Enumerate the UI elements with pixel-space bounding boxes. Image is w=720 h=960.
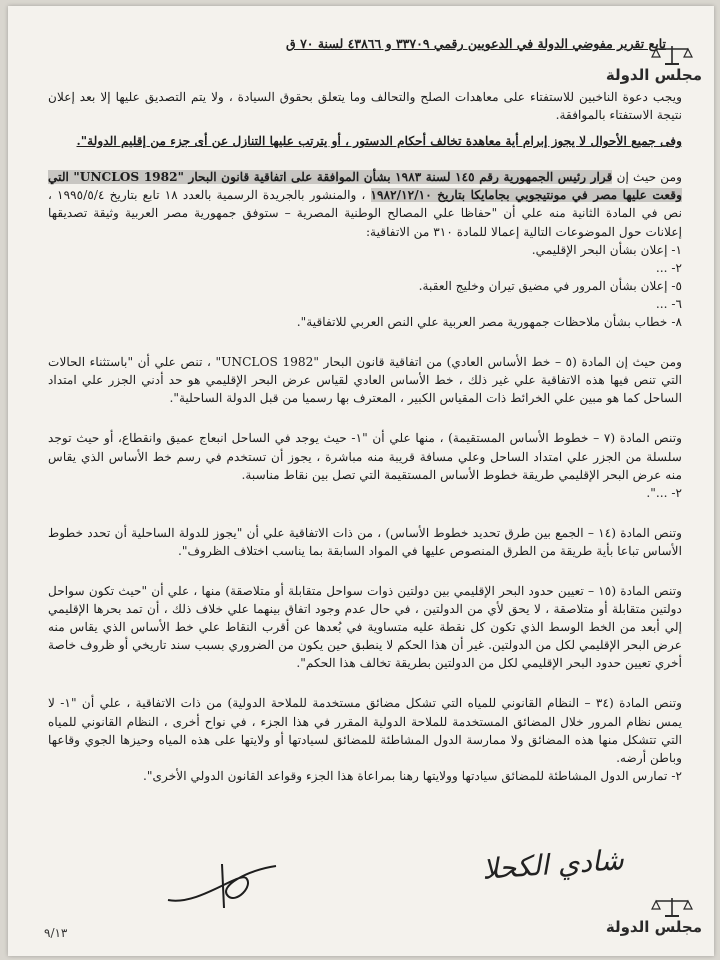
paragraph-decree-rest: ، والمنشور بالجريدة الرسمية بالعدد ١٨ تابع بتاريخ ١٩٩٥/٥/٤ ، نص في المادة الثانية منه علي أن "حفاظا علي المصالح الوطنية المصرية – ستوفق جمهورية مصر العربية وثيقة تصديقها إعلانات حول الموضوعات التالية إعمالا للمادة ٣١٠ من الاتفاقية: [48,188,682,239]
paragraph-constitution-text: وفى جميع الأحوال لا يجوز إبرام أية معاهدة تخالف أحكام الدستور ، أو يترتب عليها التنازل عن أى جزء من إقليم الدولة". [76,134,682,149]
paragraph-article-5: ومن حيث إن المادة (٥ – خط الأساس العادي) من اتفاقية قانون البحار "UNCLOS 1982" ، تنص علي أن "باستثناء الحالات التي تنص فيها هذه الاتفاقية علي غير ذلك ، خط الأساس العادي لقياس عرض البحر الإقليمي هو حد أدني الجزر علي امتداد الساحل كما هو مبين علي الخرائط ذات المقياس الكبير ، المعترف بها رسميا من قبل الدولة الساحلية". [48,355,682,406]
signature-right [481,843,625,886]
signature-name: شادي الكحلا [481,843,625,886]
paragraph-constitution [48,132,682,150]
document-page [8,6,714,956]
scales-icon [650,896,694,918]
paragraph-article-34: وتنص المادة (٣٤ – النظام القانوني للمياه التي تشكل مضائق مستخدمة للملاحة الدولية) من ذات الاتفاقية ، علي أن "١- لا يمس نظام المرور خلال المضائق المستخدمة للملاحة الدولية المقرر في هذا الجزء ، في نواح أخرى ، النظام القانوني للمياه التي تتشكل منها هذه المضائق ولا ممارسة الدول المشاطئة للمضائق لسيادتها أو ولايتها على هذه المياه وحيزها الجوي وقاعها وباطن أرضه. [48,696,682,765]
paragraph-article-34-end: ٢- تمارس الدول المشاطئة للمضائق سيادتها وولايتها رهنا بمراعاة هذا الجزء وقواعد القانون الدولي الأخرى". [142,768,682,783]
council-logo-bottom [605,896,702,936]
paragraph-article-7: وتنص المادة (٧ – خطوط الأساس المستقيمة) ، منها علي أن "١- حيث يوجد في الساحل انبعاج عميق وانقطاع، أو حيث توجد سلسلة من الجزر علي امتداد الساحل وعلي مسافة قريبة منه مباشرة ، يجوز أن تستخدم في رسم خط الأساس الذي يقاس منه عرض البحر الإقليمي طريقة خطوط الأساس المستقيمة التي تصل بين نقاط مناسبة. [48,431,682,482]
paragraph-decree-intro: ومن حيث إن [612,170,682,185]
signature-scribble-icon [158,856,288,916]
paragraph-article-7-end: ٢- ...". [646,485,682,500]
list-item: ٥- إعلان بشأن المرور في مضيق تيران وخليج العقبة. [418,278,682,293]
page-number: ٩/١٣ [44,926,68,940]
list-item: ٨- خطاب بشأن ملاحظات جمهورية مصر العربية علي النص العربي للاتفاقية". [296,315,682,330]
list-item: ٦- ... [655,296,682,311]
logo-text: مجلس الدولة [605,918,702,936]
decree-highlight: قرار رئيس الجمهورية رقم ١٤٥ لسنة ١٩٨٣ بشأن الموافقة على اتفاقية قانون البحار "UNCLOS 1982" التي وقعت عليها مصر في مونتيجوبي بجامايكا بتاريخ ١٩٨٢/١٢/١٠ [48,170,682,203]
list-item: ١- إعلان بشأن البحر الإقليمي. [531,242,682,257]
report-header: تابع تقرير مفوضي الدولة في الدعويين رقمي ٣٣٧٠٩ و ٤٣٨٦٦ لسنة ٧٠ ق [286,36,666,51]
council-logo-top [605,44,702,84]
scales-icon [650,44,694,66]
document-body [48,88,682,785]
list-item: ٢- ... [655,260,682,275]
paragraph-referendum: ويجب دعوة الناخبين للاستفتاء على معاهدات الصلح والتحالف وما يتعلق بحقوق السيادة ، ولا يتم التصديق عليها إلا بعد إعلان نتيجة الاستفتاء بالموافقة. [48,90,682,123]
signature-left [158,856,288,920]
paragraph-article-15: وتنص المادة (١٥ – تعيين حدود البحر الإقليمي بين دولتين ذوات سواحل متقابلة أو متلاصقة) منها ، علي أن "حيث تكون سواحل دولتين متقابلة أو متلاصقة ، لا يحق لأي من الدولتين ، في حال عدم وجود اتفاق بينهما علي خلاف ذلك ، أن تمد بحرها الإقليمي إلي أبعد من الخط الوسط الذي تكون كل نقطة عليه متساوية في بُعدها عن أقرب النقاط علي خط الأساس الذي يقاس منه عرض البحر الإقليمي لكل من الدولتين. غير أن هذا الحكم لا ينطبق حين يكون من الضروري بسبب سند تاريخي أو ظروف خاصة أخري تعيين حدود البحر الإقليمي لكل من الدولتين بطريقة تخالف هذا الحكم". [48,583,682,671]
logo-text: مجلس الدولة [605,66,702,84]
paragraph-decree [48,168,682,240]
paragraph-article-14: وتنص المادة (١٤ – الجمع بين طرق تحديد خطوط الأساس) ، من ذات الاتفاقية علي أن "يجوز للدولة الساحلية أن تحدد خطوط الأساس تباعا بأية طريقة من الطرق المنصوص عليها في المواد السابقة بما يناسب اختلاف الظروف". [48,525,682,558]
